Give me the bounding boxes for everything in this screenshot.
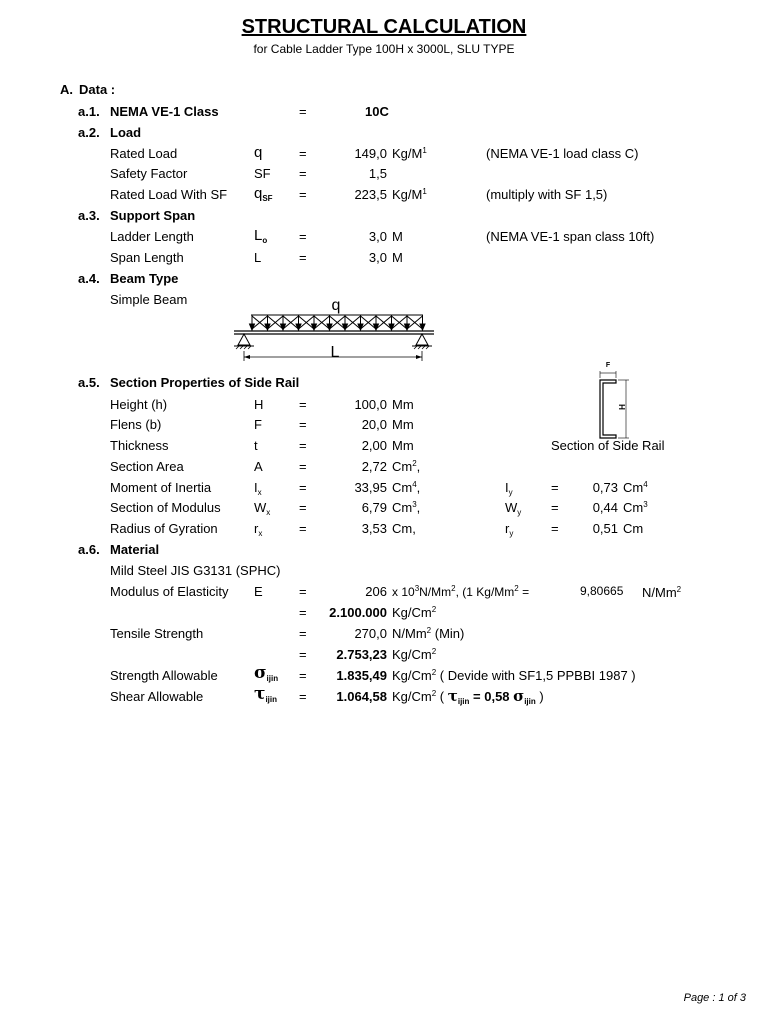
gyration-x-symbol: $r_x$: [254, 521, 263, 538]
side-rail-caption: Section of Side Rail: [551, 438, 665, 453]
rated-load-equals: =: [299, 146, 307, 161]
inertia-y-symbol: $I_y$: [505, 480, 513, 497]
flens-symbol: F: [254, 417, 262, 432]
ladder-length-label: Ladder Length: [110, 229, 194, 244]
gyration-y-value: 0,51: [592, 521, 618, 536]
beam-load-label: q: [331, 297, 341, 314]
rail-f-label: F: [605, 362, 611, 369]
inertia-equals: =: [299, 480, 307, 495]
section-area-equals: =: [299, 459, 307, 474]
ladder-length-value: 3,0: [368, 229, 387, 244]
page-subtitle: for Cable Ladder Type 100H x 3000L, SLU TYPE: [253, 42, 515, 56]
section-a-title: Data :: [79, 82, 116, 97]
elasticity-unit: x $10^3N/Mm^2$, (1 $Kg/Mm^2$ =: [392, 584, 530, 599]
span-length-equals: =: [299, 250, 307, 265]
modulus-y-unit: Cm$^3$: [623, 500, 648, 515]
a1-number: a.1.: [78, 104, 100, 119]
elasticity2-unit: Kg/Cm$^2$: [392, 605, 437, 620]
load-arrowhead: [420, 324, 425, 330]
inertia-y-value: 0,73: [592, 480, 618, 495]
span-length-symbol: L: [254, 250, 262, 265]
tensile-label: Tensile Strength: [110, 626, 204, 641]
safety-factor-value: 1,5: [368, 166, 387, 181]
thickness-symbol: t: [254, 438, 258, 453]
page-number: Page : 1 of 3: [683, 992, 746, 1004]
flens-equals: =: [299, 417, 307, 432]
rated-load-sf-equals: =: [299, 187, 307, 202]
flens-unit: Mm: [392, 417, 414, 432]
inertia-y-equals: =: [551, 480, 559, 495]
shear-allowable-value: 1.064,58: [336, 689, 387, 704]
flens-value: 20,0: [361, 417, 387, 432]
a2-label: Load: [110, 125, 142, 140]
thickness-equals: =: [299, 438, 307, 453]
a2-number: a.2.: [78, 125, 100, 140]
shear-allowable-symbol: $\tau_{ijin}$: [254, 684, 278, 704]
tensile-equals: =: [299, 626, 307, 641]
rated-load-unit: $Kg/M^1$: [392, 146, 427, 161]
rated-load-sf-value: 223,5: [354, 187, 387, 202]
modulus-y-value: 0,44: [592, 500, 618, 515]
ladder-length-unit: M: [392, 229, 403, 244]
inertia-y-unit: Cm$^4$: [623, 480, 648, 495]
height-unit: Mm: [392, 397, 414, 412]
rated-load-note: (NEMA VE-1 load class C): [486, 146, 639, 161]
inertia-x-symbol: $I_x$: [254, 480, 262, 497]
modulus-equals: =: [299, 500, 307, 515]
gyration-y-symbol: $r_y$: [505, 521, 514, 538]
shear-allowable-equals: =: [299, 689, 307, 704]
strength-allowable-unit: Kg/Cm$^2$ ( Devide with SF1,5 PPBBI 1987 ): [392, 668, 636, 683]
gyration-label: Radius of Gyration: [110, 521, 218, 536]
modulus-x-value: 6,79: [361, 500, 387, 515]
modulus-y-symbol: $W_y$: [505, 500, 522, 517]
thickness-label: Thickness: [110, 438, 169, 453]
simple-beam-diagram: [228, 293, 440, 365]
gyration-y-unit: Cm: [623, 521, 644, 536]
height-symbol: H: [254, 397, 264, 412]
ladder-length-note: (NEMA VE-1 span class 10ft): [486, 229, 655, 244]
rated-load-symbol: q: [254, 144, 263, 161]
strength-allowable-equals: =: [299, 668, 307, 683]
ladder-length-symbol: $L_o$: [254, 227, 268, 245]
material-label: Mild Steel JIS G3131 (SPHC): [110, 563, 281, 578]
modulus-label: Section of Modulus: [110, 500, 221, 515]
inertia-x-value: 33,95: [354, 480, 387, 495]
strength-allowable-value: 1.835,49: [336, 668, 387, 683]
section-area-unit: Cm$^2$,: [392, 459, 421, 474]
modulus-y-equals: =: [551, 500, 559, 515]
a6-label: Material: [110, 542, 160, 557]
tensile-value: 270,0: [354, 626, 387, 641]
tensile2-value: 2.753,23: [336, 647, 387, 662]
elasticity2-equals: =: [299, 605, 307, 620]
a1-value: 10C: [365, 104, 389, 119]
section-area-symbol: A: [254, 459, 263, 474]
a1-equals: =: [299, 104, 307, 119]
a5-number: a.5.: [78, 375, 100, 390]
span-length-label: Span Length: [110, 250, 184, 265]
a3-number: a.3.: [78, 208, 100, 223]
a4-number: a.4.: [78, 271, 100, 286]
safety-factor-symbol: SF: [254, 166, 271, 181]
rated-load-label: Rated Load: [110, 146, 178, 161]
gyration-x-value: 3,53: [361, 521, 387, 536]
elasticity-equals: =: [299, 584, 307, 599]
ladder-length-equals: =: [299, 229, 307, 244]
shear-allowable-unit: Kg/Cm$^2$ ( $\tau_{ijin} = 0,58$ $\sigma_{ijin}$ ): [392, 687, 544, 706]
safety-factor-label: Safety Factor: [110, 166, 188, 181]
elasticity2-value: 2.100.000: [329, 605, 387, 620]
section-area-label: Section Area: [110, 459, 184, 474]
rated-load-value: 149,0: [354, 146, 387, 161]
gyration-equals: =: [299, 521, 307, 536]
elasticity-factor: 9,80665: [580, 584, 624, 598]
a4-label: Beam Type: [110, 271, 179, 286]
tensile2-unit: Kg/Cm$^2$: [392, 647, 437, 662]
span-length-unit: M: [392, 250, 403, 265]
thickness-value: 2,00: [361, 438, 387, 453]
rated-load-sf-unit: $Kg/M^1$: [392, 187, 427, 202]
gyration-x-unit: Cm,: [392, 521, 416, 536]
height-equals: =: [299, 397, 307, 412]
flens-label: Flens (b): [110, 417, 162, 432]
elasticity-label: Modulus of Elasticity: [110, 584, 229, 599]
inertia-x-unit: Cm$^4$,: [392, 480, 421, 495]
rated-load-sf-label: Rated Load With SF: [110, 187, 228, 202]
a3-label: Support Span: [110, 208, 196, 223]
side-rail-section-diagram: [596, 356, 640, 440]
elasticity-factor-unit: N/Mm$^2$: [642, 585, 682, 600]
elasticity-value: 206: [365, 584, 387, 599]
simple-beam-label: Simple Beam: [110, 292, 188, 307]
gyration-y-equals: =: [551, 521, 559, 536]
rated-load-sf-note: (multiply with SF 1,5): [486, 187, 608, 202]
section-area-value: 2,72: [361, 459, 387, 474]
shear-allowable-label: Shear Allowable: [110, 689, 204, 704]
thickness-unit: Mm: [392, 438, 414, 453]
tensile-unit: N/Mm$^2$ (Min): [392, 626, 465, 641]
beam-span-label: L: [330, 344, 340, 361]
height-label: Height (h): [110, 397, 168, 412]
safety-factor-equals: =: [299, 166, 307, 181]
section-a-label: A.: [60, 82, 73, 97]
a5-label: Section Properties of Side Rail: [110, 375, 300, 390]
modulus-x-symbol: $W_x$: [254, 500, 271, 517]
height-value: 100,0: [354, 397, 387, 412]
tensile2-equals: =: [299, 647, 307, 662]
a1-label: NEMA VE-1 Class: [110, 104, 219, 119]
page-title: STRUCTURAL CALCULATION: [241, 16, 527, 38]
a6-number: a.6.: [78, 542, 100, 557]
elasticity-symbol: E: [254, 584, 263, 599]
rail-h-label: H: [618, 404, 627, 410]
rated-load-sf-symbol: $q_{SF}$: [254, 185, 273, 203]
strength-allowable-symbol: $\sigma_{ijin}$: [254, 663, 279, 683]
strength-allowable-label: Strength Allowable: [110, 668, 218, 683]
modulus-x-unit: Cm$^3$,: [392, 500, 421, 515]
inertia-label: Moment of Inertia: [110, 480, 212, 495]
span-length-value: 3,0: [368, 250, 387, 265]
